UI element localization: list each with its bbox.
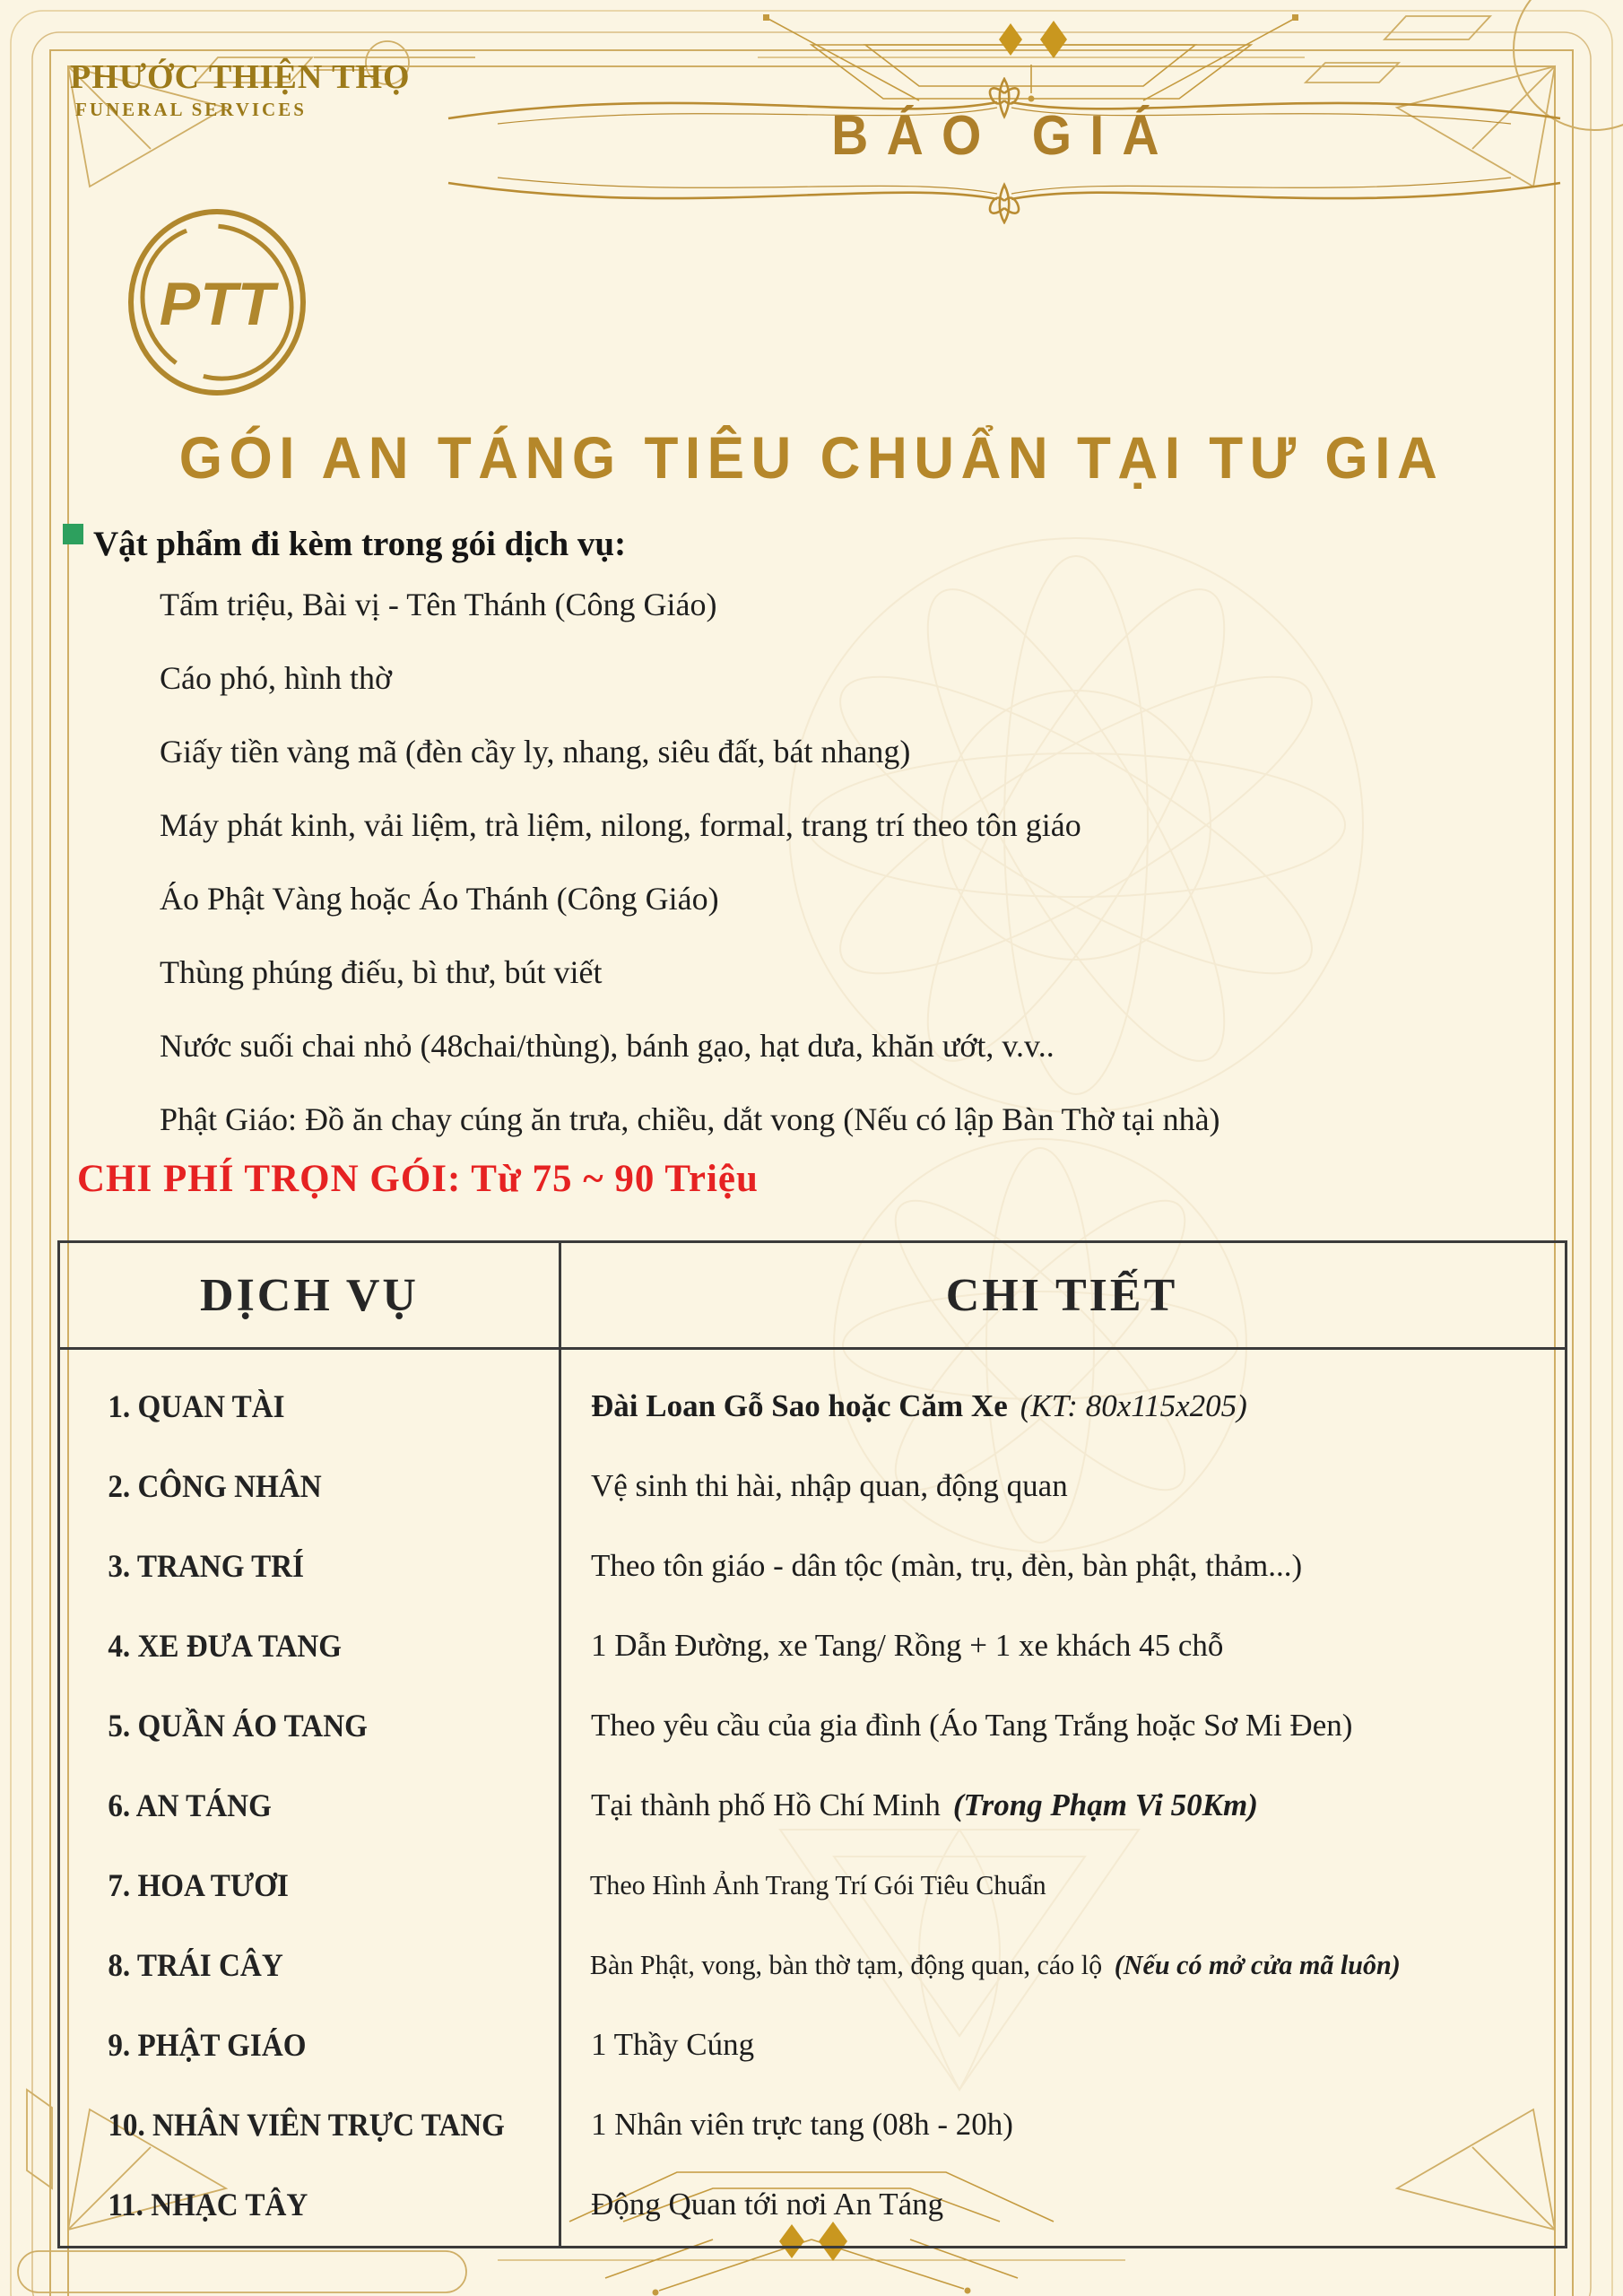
service-cell: 10. NHÂN VIÊN TRỰC TANG [108, 2106, 505, 2143]
table-header-detail: CHI TIẾT [945, 1269, 1178, 1321]
detail-text: 1 Dẫn Đường, xe Tang/ Rồng + 1 xe khách 45 chỗ [591, 1627, 1224, 1663]
detail-cell [559, 2084, 1565, 2164]
detail-cell [559, 2005, 1565, 2084]
service-cell: 3. TRANG TRÍ [108, 1547, 305, 1584]
included-heading: Vật phẩm đi kèm trong gói dịch vụ: [93, 525, 627, 563]
detail-text: Đài Loan Gỗ Sao hoặc Căm Xe [591, 1387, 1008, 1423]
total-price-line: CHI PHÍ TRỌN GÓI: Từ 75 ~ 90 Triệu [77, 1158, 759, 1200]
service-cell: 2. CÔNG NHÂN [108, 1467, 322, 1504]
detail-text: 1 Thầy Cúng [591, 2026, 755, 2062]
brand-logo [127, 208, 307, 396]
service-cell: 6. AN TÁNG [108, 1787, 272, 1823]
detail-note: (Trong Phạm Vi 50Km) [952, 1787, 1258, 1822]
service-cell: 8. TRÁI CÂY [108, 1946, 283, 1983]
detail-text: Theo tôn giáo - dân tộc (màn, trụ, đèn, bàn phật, thảm...) [591, 1547, 1303, 1583]
detail-cell [559, 1446, 1565, 1526]
included-item: Máy phát kinh, vải liệm, trà liệm, nilong, formal, trang trí theo tôn giáo [160, 807, 1081, 843]
service-cell: 4. XE ĐƯA TANG [108, 1627, 343, 1664]
service-cell: 11. NHẠC TÂY [108, 2186, 308, 2222]
page-title: GÓI AN TÁNG TIÊU CHUẨN TẠI TƯ GIA [178, 424, 1445, 491]
detail-text: Tại thành phố Hồ Chí Minh [591, 1787, 941, 1822]
included-item: Tấm triệu, Bài vị - Tên Thánh (Công Giáo) [160, 587, 717, 622]
included-item: Áo Phật Vàng hoặc Áo Thánh (Công Giáo) [160, 881, 719, 917]
included-list [160, 588, 1220, 1177]
detail-text: 1 Nhân viên trực tang (08h - 20h) [591, 2106, 1013, 2142]
table-body [60, 1350, 1565, 2244]
detail-cell [559, 1765, 1565, 1845]
included-item: Nước suối chai nhỏ (48chai/thùng), bánh gạo, hạt dưa, khăn ướt, v.v.. [160, 1028, 1055, 1064]
detail-note: (Nếu có mở cửa mã luôn) [1114, 1948, 1401, 1980]
detail-cell [559, 1366, 1565, 1446]
detail-cell [559, 1685, 1565, 1765]
detail-text: Vệ sinh thi hài, nhập quan, động quan [591, 1467, 1068, 1503]
doc-label: BÁO GIÁ [831, 105, 1177, 167]
included-item: Cáo phó, hình thờ [160, 660, 393, 696]
included-item: Thùng phúng điếu, bì thư, bút viết [160, 954, 603, 990]
service-cell: 9. PHẬT GIÁO [108, 2026, 307, 2063]
detail-cell [559, 1526, 1565, 1605]
brand-name: PHƯỚC THIỆN THỌ [70, 58, 411, 96]
column-divider [559, 1243, 561, 2246]
detail-text: Bàn Phật, vong, bàn thờ tạm, động quan, cáo lộ [589, 1948, 1103, 1980]
detail-cell [559, 2164, 1565, 2244]
service-cell: 7. HOA TƯƠI [108, 1866, 289, 1903]
detail-cell [559, 1845, 1534, 1925]
pricing-table [57, 1240, 1567, 2248]
logo-text: PTT [159, 270, 275, 338]
detail-cell [559, 1605, 1565, 1685]
flourish-icon [444, 172, 1565, 224]
brand-tagline: FUNERAL SERVICES [75, 99, 307, 120]
detail-text: Theo yêu cầu của gia đình (Áo Tang Trắng hoặc Sơ Mi Đen) [591, 1707, 1353, 1743]
table-header-row [60, 1243, 1565, 1350]
table-header-service: DỊCH VỤ [200, 1269, 419, 1321]
diamond-icon [1040, 21, 1067, 58]
included-item: Phật Giáo: Đồ ăn chay cúng ăn trưa, chiều, dắt vong (Nếu có lập Bàn Thờ tại nhà) [160, 1101, 1220, 1137]
detail-text: Theo Hình Ảnh Trang Trí Gói Tiêu Chuẩn [589, 1868, 1046, 1900]
diamond-icon [999, 23, 1022, 56]
service-cell: 5. QUẦN ÁO TANG [108, 1707, 368, 1744]
detail-cell [559, 1925, 1534, 2005]
doc-label-group [444, 77, 1565, 224]
service-cell: 1. QUAN TÀI [108, 1387, 285, 1424]
included-item: Giấy tiền vàng mã (đèn cầy ly, nhang, siêu đất, bát nhang) [160, 734, 911, 770]
detail-note: (KT: 80x115x205) [1020, 1387, 1247, 1423]
green-bullet-icon [63, 524, 83, 544]
detail-text: Động Quan tới nơi An Táng [591, 2186, 944, 2222]
